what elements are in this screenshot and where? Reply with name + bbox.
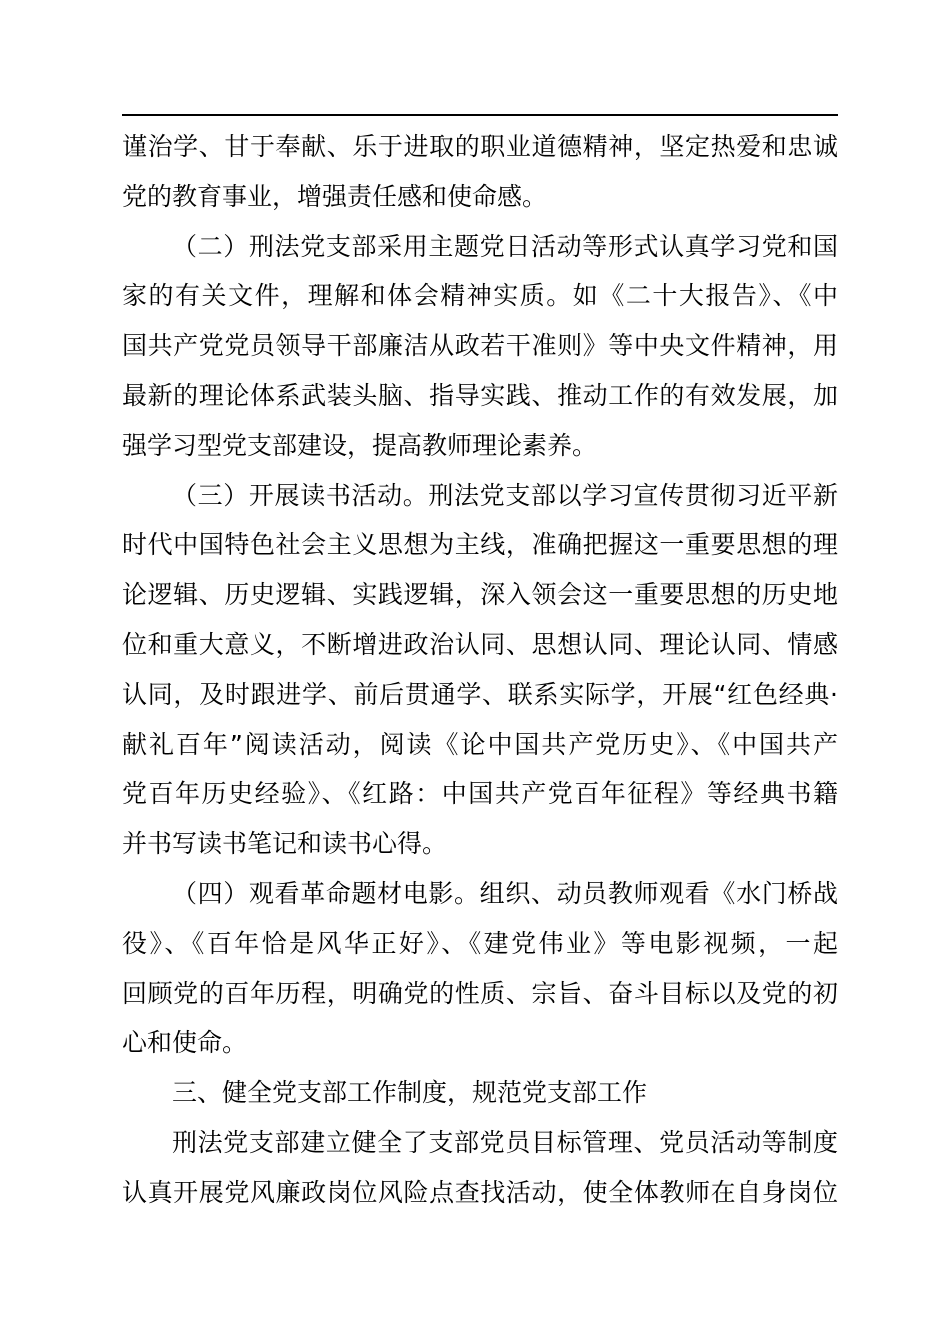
text-line: （二）刑法党支部采用主题党日活动等形式认真学习党和国	[172, 231, 838, 261]
text-line: 国共产党党员领导干部廉洁从政若干准则》等中央文件精神，用	[122, 331, 838, 361]
text-line: （四）观看革命题材电影。组织、动员教师观看《水门桥战	[172, 878, 838, 908]
text-line: 位和重大意义，不断增进政治认同、思想认同、理论认同、情感	[122, 629, 838, 659]
text-line: 回顾党的百年历程，明确党的性质、宗旨、奋斗目标以及党的初	[122, 978, 838, 1008]
text-line: 强学习型党支部建设，提高教师理论素养。	[122, 430, 598, 460]
text-line: 刑法党支部建立健全了支部党员目标管理、党员活动等制度	[172, 1127, 838, 1157]
header-rule	[122, 114, 838, 116]
text-line: 认真开展党风廉政岗位风险点查找活动，使全体教师在自身岗位	[122, 1177, 838, 1207]
text-line: 役》、《百年恰是风华正好》、《建党伟业》等电影视频，一起	[122, 928, 838, 958]
text-line: 献礼百年”阅读活动，阅读《论中国共产党历史》、《中国共产	[122, 729, 838, 759]
text-line: 党百年历史经验》、《红路：中国共产党百年征程》等经典书籍	[122, 779, 838, 809]
text-line: 最新的理论体系武装头脑、指导实践、推动工作的有效发展，加	[122, 380, 838, 410]
text-line: 三、健全党支部工作制度，规范党支部工作	[172, 1078, 648, 1108]
text-line: 谨治学、甘于奉献、乐于进取的职业道德精神，坚定热爱和忠诚	[122, 132, 838, 161]
text-line: 党的教育事业，增强责任感和使命感。	[122, 181, 548, 211]
text-line: 心和使命。	[122, 1028, 248, 1058]
text-line: （三）开展读书活动。刑法党支部以学习宣传贯彻习近平新	[172, 480, 838, 510]
body-text	[122, 122, 838, 1218]
text-line: 认同，及时跟进学、前后贯通学、联系实际学，开展“红色经典·	[122, 679, 838, 709]
text-line: 家的有关文件，理解和体会精神实质。如《二十大报告》、《中	[122, 281, 838, 311]
text-line: 论逻辑、历史逻辑、实践逻辑，深入领会这一重要思想的历史地	[122, 580, 838, 610]
text-line: 并书写读书笔记和读书心得。	[122, 829, 448, 859]
text-line: 时代中国特色社会主义思想为主线，准确把握这一重要思想的理	[122, 530, 838, 560]
